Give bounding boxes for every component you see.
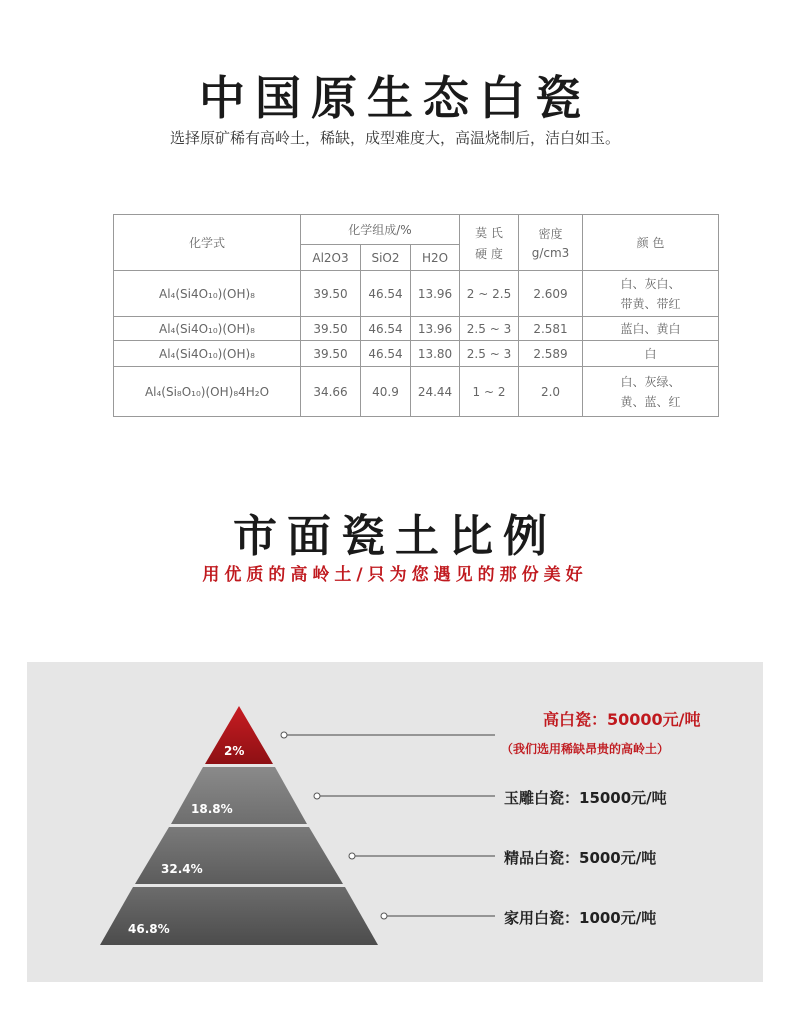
tier-label-3: 精品白瓷：5000元/吨	[504, 849, 657, 867]
cell-color-line2: 带黄、带红	[620, 297, 681, 311]
section-title-origin: 中国原生态白瓷	[199, 71, 591, 125]
cell-formula: Al₄(Si₈O₁₀)(OH)₈4H₂O	[114, 367, 301, 417]
header-density-line1: 密度	[538, 227, 563, 241]
connector-dot-1	[281, 732, 287, 738]
cell-h2o: 24.44	[411, 367, 460, 417]
tier-note-top: （我们选用稀缺昂贵的高岭土）	[501, 742, 670, 756]
cell-sio2: 46.54	[361, 317, 411, 341]
header-hardness-line1: 莫 氏	[475, 225, 503, 240]
cell-sio2: 46.54	[361, 271, 411, 317]
connector-dot-2	[314, 793, 320, 799]
cell-density: 2.609	[519, 271, 583, 317]
cell-density: 2.0	[519, 367, 583, 417]
cell-color-line1: 白、灰绿、	[620, 375, 681, 389]
header-hardness-line2: 硬 度	[475, 246, 503, 261]
cell-sio2: 40.9	[361, 367, 411, 417]
section-subtitle-market: 用优质的高岭土/只为您遇见的那份美好	[202, 565, 588, 585]
tier-label-4: 家用白瓷：1000元/吨	[504, 909, 657, 927]
cell-hardness: 2 ~ 2.5	[460, 271, 519, 317]
cell-formula: Al₄(Si4O₁₀)(OH)₈	[114, 341, 301, 367]
header-h2o: H2O	[411, 245, 460, 271]
cell-al2o3: 39.50	[301, 341, 361, 367]
header-density-line2: g/cm3	[531, 246, 570, 260]
tier-percent-2: 18.8%	[191, 802, 233, 816]
header-color: 颜 色	[583, 215, 719, 271]
cell-color-line1: 白、灰白、	[620, 277, 681, 291]
tier-label-2: 玉雕白瓷：15000元/吨	[504, 789, 667, 807]
cell-hardness: 2.5 ~ 3	[460, 341, 519, 367]
cell-color: 白	[583, 341, 719, 367]
tier-percent-4: 46.8%	[128, 922, 170, 936]
header-composition: 化学组成/%	[301, 215, 460, 245]
header-al2o3: Al2O3	[301, 245, 361, 271]
cell-h2o: 13.96	[411, 271, 460, 317]
header-sio2: SiO2	[361, 245, 411, 271]
cell-formula: Al₄(Si4O₁₀)(OH)₈	[114, 271, 301, 317]
pyramid-tier-4	[100, 887, 378, 945]
section-title-market: 市面瓷土比例	[233, 511, 557, 562]
cell-al2o3: 34.66	[301, 367, 361, 417]
tier-percent-top: 2%	[224, 744, 245, 758]
cell-color-line2: 黄、蓝、红	[620, 395, 681, 409]
tier-percent-3: 32.4%	[161, 862, 203, 876]
cell-hardness: 1 ~ 2	[460, 367, 519, 417]
connector-dot-3	[349, 853, 355, 859]
cell-h2o: 13.80	[411, 341, 460, 367]
cell-al2o3: 39.50	[301, 271, 361, 317]
cell-h2o: 13.96	[411, 317, 460, 341]
tier-label-top: 高白瓷：50000元/吨	[543, 710, 701, 729]
cell-al2o3: 39.50	[301, 317, 361, 341]
cell-density: 2.581	[519, 317, 583, 341]
cell-sio2: 46.54	[361, 341, 411, 367]
section-subtitle-origin: 选择原矿稀有高岭土，稀缺，成型难度大，高温烧制后，洁白如玉。	[169, 129, 620, 147]
connector-dot-4	[381, 913, 387, 919]
cell-density: 2.589	[519, 341, 583, 367]
cell-formula: Al₄(Si4O₁₀)(OH)₈	[114, 317, 301, 341]
header-formula: 化学式	[114, 215, 301, 271]
cell-color: 蓝白、黄白	[583, 317, 719, 341]
cell-hardness: 2.5 ~ 3	[460, 317, 519, 341]
